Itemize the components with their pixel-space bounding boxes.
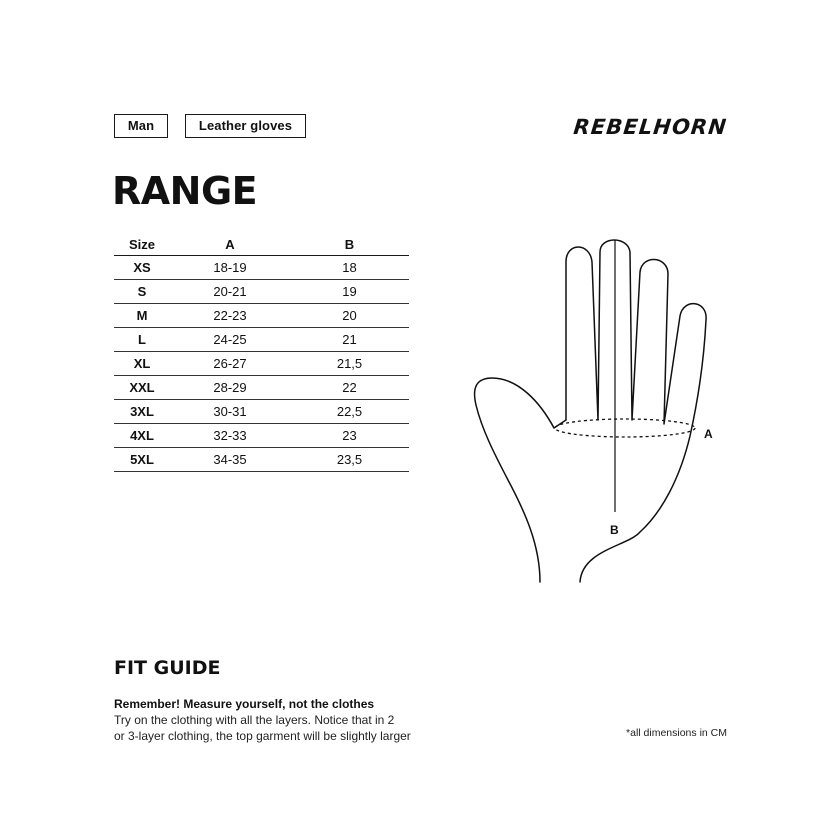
- a-cell: 34-35: [170, 448, 290, 472]
- size-cell: XXL: [114, 376, 170, 400]
- table-row: [114, 424, 409, 448]
- b-cell: 18: [290, 256, 409, 280]
- a-cell: 22-23: [170, 304, 290, 328]
- b-cell: 21: [290, 328, 409, 352]
- a-cell: 30-31: [170, 400, 290, 424]
- table-row: [114, 304, 409, 328]
- header-b: B: [290, 233, 409, 256]
- header-size: Size: [114, 233, 170, 256]
- b-cell: 21,5: [290, 352, 409, 376]
- dimensions-note: *all dimensions in CM: [626, 727, 727, 739]
- b-cell: 22: [290, 376, 409, 400]
- a-cell: 18-19: [170, 256, 290, 280]
- fit-guide-line-1: Try on the clothing with all the layers. Notice that in 2: [114, 713, 395, 727]
- size-cell: 4XL: [114, 424, 170, 448]
- table-header-row: [114, 233, 409, 256]
- fit-guide-subtitle: Remember! Measure yourself, not the clothes: [114, 697, 375, 711]
- size-cell: 3XL: [114, 400, 170, 424]
- size-cell: L: [114, 328, 170, 352]
- table-row: [114, 448, 409, 472]
- b-cell: 19: [290, 280, 409, 304]
- a-cell: 20-21: [170, 280, 290, 304]
- fit-guide-body: [114, 712, 434, 744]
- a-cell: 24-25: [170, 328, 290, 352]
- brand-logo: REBELHORN: [572, 115, 729, 139]
- gender-tag: Man: [114, 114, 168, 138]
- table-row: [114, 400, 409, 424]
- size-cell: 5XL: [114, 448, 170, 472]
- label-a: A: [704, 427, 713, 441]
- page-title: RANGE: [112, 169, 258, 213]
- b-cell: 23,5: [290, 448, 409, 472]
- fit-guide-title: FIT GUIDE: [114, 657, 221, 679]
- table-row: [114, 280, 409, 304]
- b-cell: 23: [290, 424, 409, 448]
- category-tag: Leather gloves: [185, 114, 306, 138]
- size-table: [114, 233, 409, 472]
- label-b: B: [610, 523, 619, 537]
- a-cell: 32-33: [170, 424, 290, 448]
- a-cell: 28-29: [170, 376, 290, 400]
- table-row: [114, 328, 409, 352]
- table-row: [114, 376, 409, 400]
- header-a: A: [170, 233, 290, 256]
- table-row: [114, 256, 409, 280]
- b-cell: 20: [290, 304, 409, 328]
- hand-icon: [475, 240, 707, 582]
- hand-measurement-diagram: [460, 230, 740, 590]
- a-cell: 26-27: [170, 352, 290, 376]
- size-cell: XL: [114, 352, 170, 376]
- size-cell: S: [114, 280, 170, 304]
- b-cell: 22,5: [290, 400, 409, 424]
- table-row: [114, 352, 409, 376]
- fit-guide-line-2: or 3-layer clothing, the top garment will be slightly larger: [114, 729, 411, 743]
- size-cell: M: [114, 304, 170, 328]
- measurement-a-ellipse: [555, 419, 695, 437]
- size-cell: XS: [114, 256, 170, 280]
